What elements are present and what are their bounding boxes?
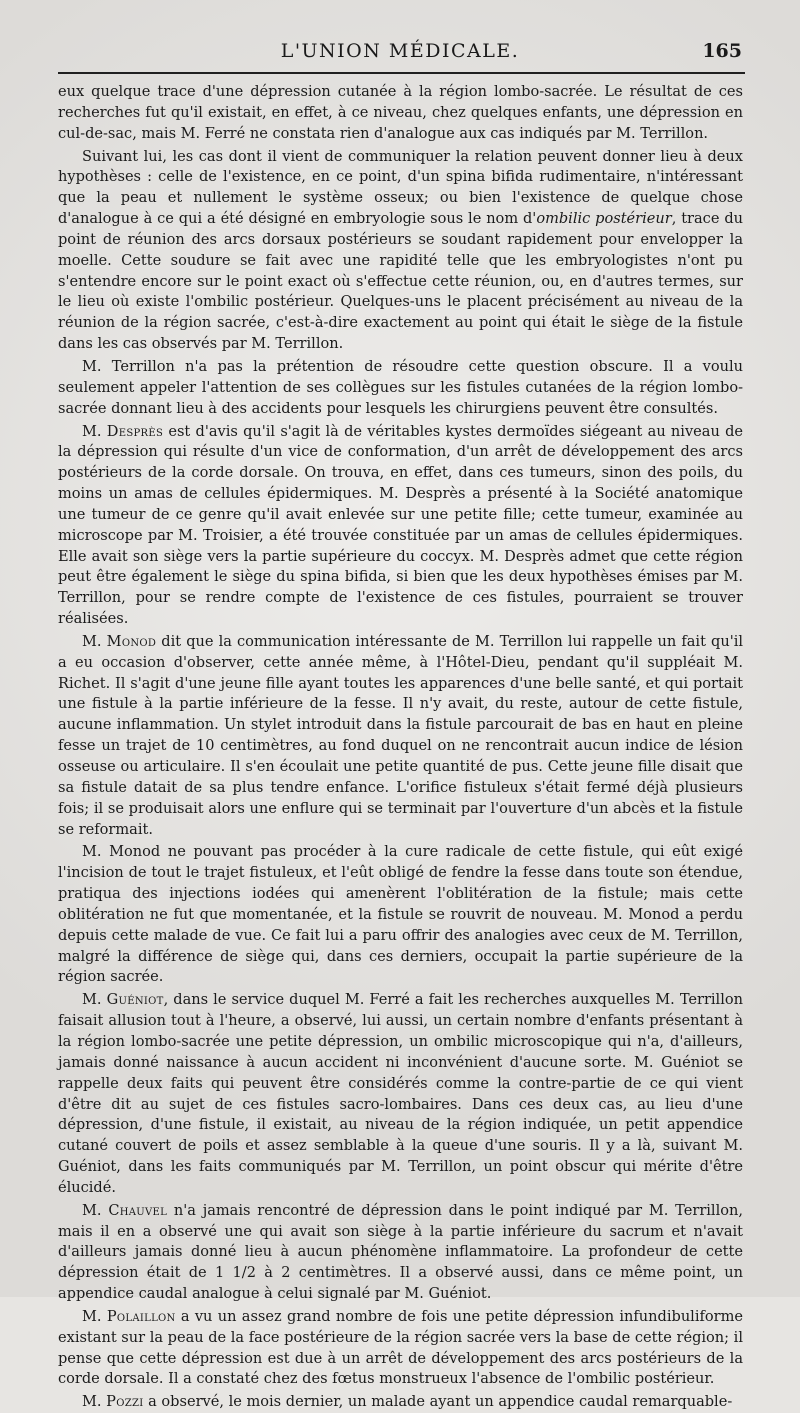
- paragraph-7: [58, 990, 743, 1198]
- paragraph-text: M. Terrillon n'a pas la prétention de résoudre cette question obscure. Il a voulu seulement appeler l'attention de ses collègues sur les fistules cutanées de la région lombo-sacrée donnant lieu à des accidents pour lesquels les chirurgiens peuvent être consultés.: [58, 357, 743, 417]
- header-rule: [58, 72, 745, 74]
- paragraph-text: dit que la communication intéressante de M. Terrillon lui rappelle un fait qu'il a eu occasion d'observer, cette année même, à l'Hôtel-Dieu, pendant qu'il suppléait M. Richet. Il s'agit d'une jeune fille ayant toutes les apparences d'une belle santé, et qui portait une fistule à la partie inférieure de la fesse. Il n'y avait, du reste, autour de cette fistule, aucune inflammation. Un stylet introduit dans la fistule parcourait de bas en haut en pleine fesse un trajet de 10 centimètres, au fond duquel on ne rencontrait aucun indice de lésion osseuse ou articulaire. Il s'en écoulait une petite quantité de pus. Cette jeune fille disait que sa fistule datait de sa plus tendre enfance. L'orifice fistuleux s'était fermé déjà plusieurs fois; il se produisait alors une enflure qui se terminait par l'ouverture d'un abcès et la fistule se reformait.: [58, 632, 743, 838]
- article-body: [58, 82, 744, 1411]
- paragraph-2: [58, 147, 743, 355]
- paragraph-text: est d'avis qu'il s'agit là de véritables kystes dermoïdes siégeant au niveau de la dépression qui résulte d'un vice de conformation, d'un arrêt de développement des arcs postérieurs de la corde dorsale. On trouva, en effet, dans ces tumeurs, sinon des poils, du moins un amas de cellules épidermiques. M. Desprès a présenté à la Société anatomique une tumeur de ce genre qu'il avait enlevée sur une petite fille; cette tumeur, examinée au microscope par M. Troisier, a été trouvée constituée par un amas de cellules épidermiques. Elle avait son siège vers la partie supérieure du coccyx. M. Desprès admet que cette région peut être également le siège du spina bifida, si bien que les deux hypothèses émises par M. Terrillon, pour se rendre compte de l'existence de ces fistules, pourraient se trouver réalisées.: [58, 422, 743, 628]
- speaker-prefix: M.: [82, 1201, 109, 1219]
- paragraph-3: [58, 357, 743, 420]
- paragraph-text: , dans le service duquel M. Ferré a fait les recherches auxquelles M. Terrillon faisait allusion tout à l'heure, a observé, lui aussi, un certain nombre d'enfants présentant à la région lombo-sacrée une petite dépression, un ombilic microscopique qui n'a, d'ailleurs, jamais donné naissance à aucun accident ni inconvénient d'aucune sorte. M. Guéniot se rappelle deux faits qui peuvent être considérés comme la contre-partie de ce qui vient d'être dit au sujet de ces fistules sacro-lombaires. Dans ces deux cas, au lieu d'une dépression, d'une fistule, il existait, au niveau de la région indiquée, un petit appendice cutané couvert de poils et assez semblable à la queue d'une souris. Il y a là, suivant M. Guéniot, dans les faits communiqués par M. Terrillon, un point obscur qui mérite d'être élucidé.: [58, 991, 743, 1196]
- paragraph-text-before-em: Suivant lui, les cas dont il vient de communiquer la relation peuvent donner lieu à deux hypothèses : celle de l'existence, en ce point, d'un spina bifida rudimentaire, n'intéressant que la peau et nullement le système osseux; ou bien l'existence de quelque chose d'analogue à ce qui a été désigné en embryologie sous le nom d': [58, 147, 743, 228]
- journal-title: L'UNION MÉDICALE.: [280, 40, 520, 62]
- speaker-name: Monod: [106, 632, 157, 650]
- speaker-prefix: M.: [82, 991, 107, 1009]
- paragraph-text: n'a jamais rencontré de dépression dans le point indiqué par M. Terrillon, mais il en a observé une qui avait son siège à la partie inférieure du sacrum et n'avait d'ailleurs jamais donné lieu à aucun phénomène inflammatoire. La profondeur de cette dépression était de 1 1/2 à 2 centimètres. Il a observé aussi, dans ce même point, un appendice caudal analogue à celui signalé par M. Guéniot.: [58, 1201, 743, 1303]
- paragraph-8: [58, 1201, 743, 1305]
- speaker-name: Polaillon: [106, 1307, 176, 1325]
- speaker-prefix: M.: [82, 1393, 107, 1411]
- page-number: 165: [702, 40, 742, 62]
- paragraph-4: [58, 422, 743, 630]
- speaker-prefix: M.: [82, 1307, 107, 1325]
- paragraph-5: [58, 632, 743, 840]
- speaker-name: Desprès: [106, 422, 164, 440]
- paragraph-text: a vu un assez grand nombre de fois une petite dépression infundibuliforme existant sur la peau de la face postérieure de la région sacrée vers la base de cette région; il pense que cette dépression est due à un arrêt de développement des arcs postérieurs de la corde dorsale. Il a constaté chez des fœtus monstrueux l'absence de l'ombilic postérieur.: [58, 1307, 743, 1388]
- page-header: [58, 38, 742, 68]
- paragraph-text: M. Monod ne pouvant pas procéder à la cure radicale de cette fistule, qui eût exigé l'incision de tout le trajet fistuleux, et l'eût obligé de fendre la fesse dans toute son étendue, pratiqua des injections iodées qui amenèrent l'oblitération de la fistule; mais cette oblitération ne fut que momentanée, et la fistule se rouvrit de nouveau. M. Monod a perdu depuis cette malade de vue. Ce fait lui a paru offrir des analogies avec ceux de M. Terrillon, malgré la différence de siège qui, dans ces derniers, occupait la partie supérieure de la région sacrée.: [58, 843, 743, 986]
- paragraph-text-after-em: , trace du point de réunion des arcs dorsaux postérieurs se soudant rapidement pour envelopper la moelle. Cette soudure se fait avec une rapidité telle que les embryologistes n'ont pu s'entendre encore sur le point exact où s'effectue cette réunion, ou, en d'autres termes, sur le lieu où existe l'ombilic postérieur. Quelques-uns le placent précisément au niveau de la réunion de la région sacrée, c'est-à-dire exactement au point qui était le siège de la fistule dans les cas observés par M. Terrillon.: [58, 210, 744, 353]
- paragraph-9: [58, 1307, 743, 1390]
- paragraph-text: a observé, le mois dernier, un malade ayant un appendice caudal remarquable-: [143, 1393, 733, 1411]
- speaker-prefix: M.: [82, 422, 107, 440]
- paragraph-6: [58, 842, 743, 988]
- paragraph-10: [58, 1392, 743, 1413]
- speaker-name: Guéniot: [106, 991, 164, 1009]
- speaker-name: Pozzi: [106, 1393, 144, 1411]
- italic-term: ombilic postérieur: [536, 210, 672, 228]
- paragraph-1: [58, 82, 743, 145]
- paragraph-text: eux quelque trace d'une dépression cutanée à la région lombo-sacrée. Le résultat de ces recherches fut qu'il existait, en effet, à ce niveau, chez quelques enfants, une dépression en cul-de-sac, mais M. Ferré ne constata rien d'analogue aux cas indiqués par M. Terrillon.: [58, 83, 743, 142]
- speaker-prefix: M.: [82, 632, 107, 650]
- speaker-name: Chauvel: [108, 1201, 168, 1219]
